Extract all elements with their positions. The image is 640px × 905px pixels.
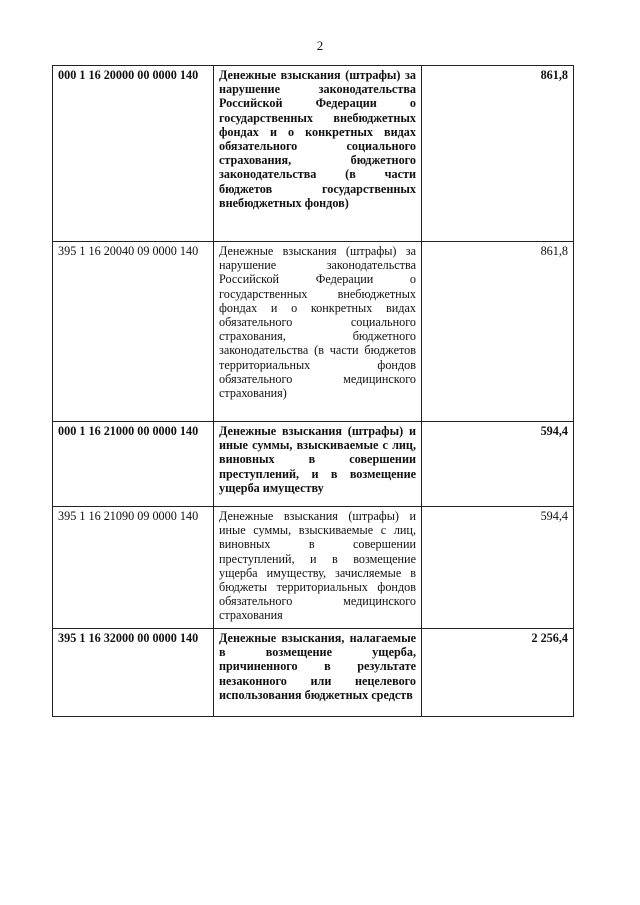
amount-cell: 861,8	[422, 66, 574, 242]
page-number: 2	[316, 38, 324, 53]
budget-code-cell: 395 1 16 21090 09 0000 140	[53, 507, 214, 629]
revenue-name-cell: Денежные взыскания (штрафы) и иные суммы, взыскиваемые с лиц, виновных в совершении преступлений, и в возмещение ущерба имуществу	[214, 422, 422, 507]
amount-cell: 594,4	[422, 507, 574, 629]
table-row	[53, 242, 574, 422]
revenue-name-cell: Денежные взыскания (штрафы) за нарушение законодательства Российской Федерации о государственных внебюджетных фондах и о конкретных видах обязательного социального страхования, бюджетного законодательства (в части бюджетов государственных внебюджетных фондов)	[214, 66, 422, 242]
revenue-name-cell: Денежные взыскания (штрафы) за нарушение законодательства Российской Федерации о государственных внебюджетных фондах и о конкретных видах обязательного социального страхования, бюджетного законодательства (в части бюджетов территориальных фондов обязательного медицинского страхования)	[214, 242, 422, 422]
amount-cell: 2 256,4	[422, 629, 574, 717]
budget-code-cell: 395 1 16 32000 00 0000 140	[53, 629, 214, 717]
amount-cell: 861,8	[422, 242, 574, 422]
table-row	[53, 507, 574, 629]
revenue-name-cell: Денежные взыскания, налагаемые в возмещение ущерба, причиненного в результате незаконного или нецелевого использования бюджетных средств	[214, 629, 422, 717]
revenue-name-cell: Денежные взыскания (штрафы) и иные суммы, взыскиваемые с лиц, виновных в совершении преступлений, и в возмещение ущерба имуществу, зачисляемые в бюджеты территориальных фондов обязательного медицинского страхования	[214, 507, 422, 629]
table-row	[53, 66, 574, 242]
table-row	[53, 629, 574, 717]
budget-code-cell: 000 1 16 21000 00 0000 140	[53, 422, 214, 507]
budget-code-cell: 000 1 16 20000 00 0000 140	[53, 66, 214, 242]
amount-cell: 594,4	[422, 422, 574, 507]
table-row	[53, 422, 574, 507]
revenue-table	[52, 65, 574, 717]
budget-code-cell: 395 1 16 20040 09 0000 140	[53, 242, 214, 422]
